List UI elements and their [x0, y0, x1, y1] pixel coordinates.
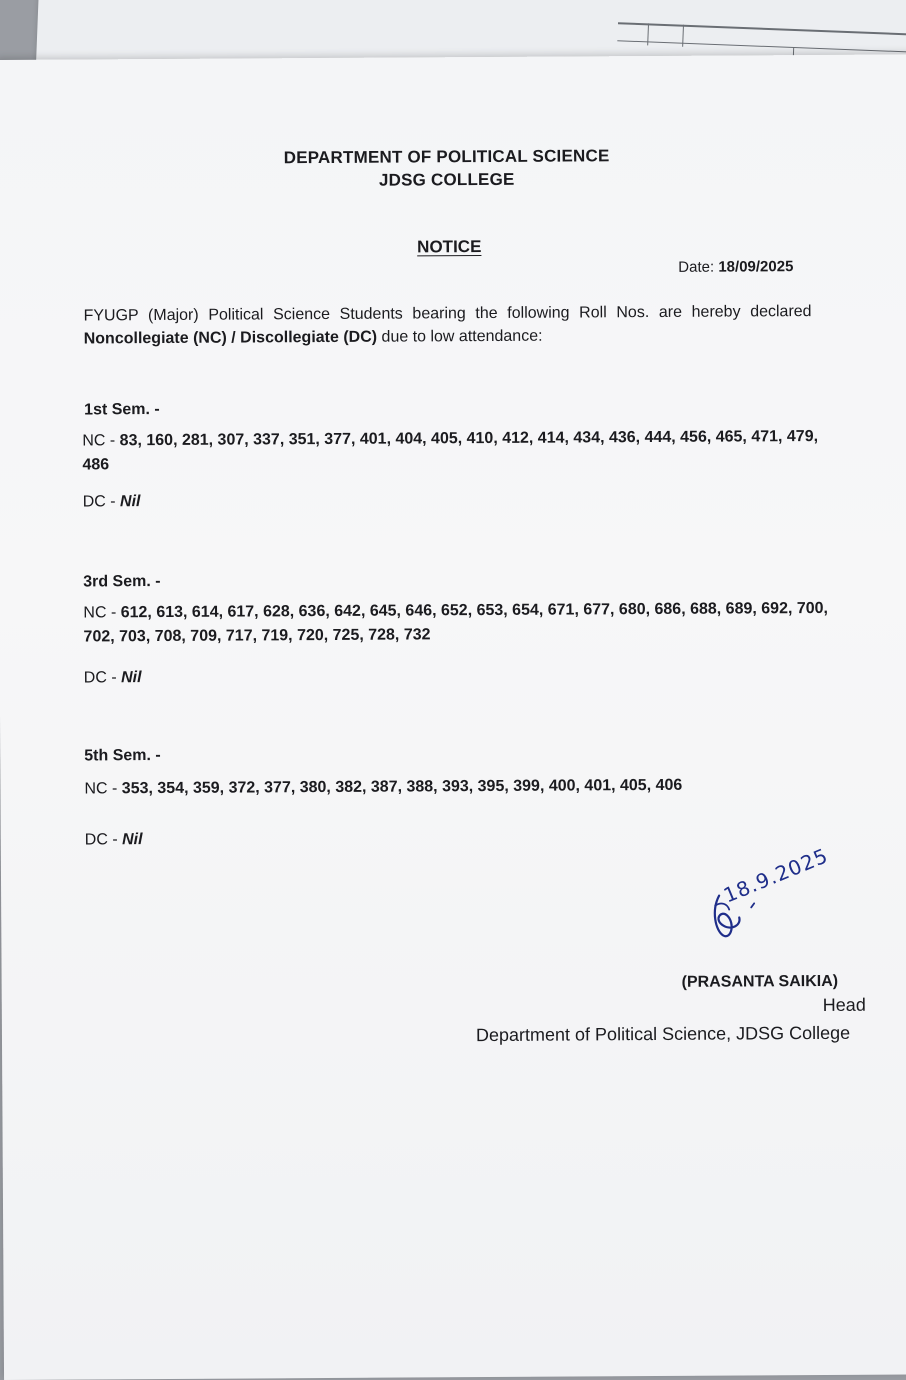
intro-tail: due to low attendance:	[377, 327, 543, 346]
department-heading: DEPARTMENT OF POLITICAL SCIENCE	[283, 146, 610, 168]
notice-title: NOTICE	[417, 237, 482, 257]
date-value: 18/09/2025	[718, 258, 794, 276]
semester-1-title: 1st Sem. -	[84, 401, 160, 419]
nc-label: NC -	[83, 604, 121, 622]
intro-paragraph	[83, 300, 811, 350]
semester-1-nc-list	[82, 425, 834, 478]
ruled-line	[618, 22, 906, 36]
intro-lead: FYUGP (Major) Political Science Students bearing the following Roll Nos. are hereby declared	[83, 303, 812, 325]
dc-label: DC -	[82, 493, 121, 511]
intro-bold: Noncollegiate (NC) / Discollegiate (DC)	[83, 328, 378, 348]
nc-rolls: 612, 613, 614, 617, 628, 636, 642, 645, 646, 652, 653, 654, 671, 677, 680, 686, 688, 689, 692, 700, 702, 703, 708, 709, 717, 719, 720, 725, 728, 732	[83, 599, 829, 646]
dc-value: Nil	[119, 493, 141, 511]
notice-date	[678, 258, 793, 276]
semester-3-nc-list	[83, 597, 835, 650]
semester-5-dc	[85, 831, 143, 849]
nc-rolls: 353, 354, 359, 372, 377, 380, 382, 387, 388, 393, 395, 399, 400, 401, 405, 406	[121, 776, 683, 798]
nc-label: NC -	[82, 432, 120, 450]
dc-label: DC -	[84, 831, 123, 849]
signatory-role: Head	[822, 994, 866, 1015]
nc-label: NC -	[84, 780, 122, 798]
handwritten-date: 18.9.2025	[720, 843, 832, 908]
dc-label: DC -	[83, 669, 122, 687]
dc-value: Nil	[122, 831, 143, 849]
semester-5-nc-list	[84, 773, 836, 802]
semester-3-dc	[84, 669, 142, 687]
semester-3-title: 3rd Sem. -	[83, 573, 161, 591]
ruled-line	[617, 40, 906, 53]
semester-1-dc	[83, 493, 141, 511]
semester-5-title: 5th Sem. -	[84, 747, 161, 765]
signatory-department: Department of Political Science, JDSG College	[475, 1022, 851, 1046]
college-heading: JDSG COLLEGE	[378, 169, 515, 190]
dc-value: Nil	[121, 669, 142, 687]
date-label: Date:	[678, 258, 715, 276]
notice-document	[0, 54, 906, 1380]
nc-rolls: 83, 160, 281, 307, 337, 351, 377, 401, 404, 405, 410, 412, 414, 434, 436, 444, 456, 465, 471, 479, 486	[82, 427, 819, 474]
signatory-name: (PRASANTA SAIKIA)	[681, 972, 839, 991]
